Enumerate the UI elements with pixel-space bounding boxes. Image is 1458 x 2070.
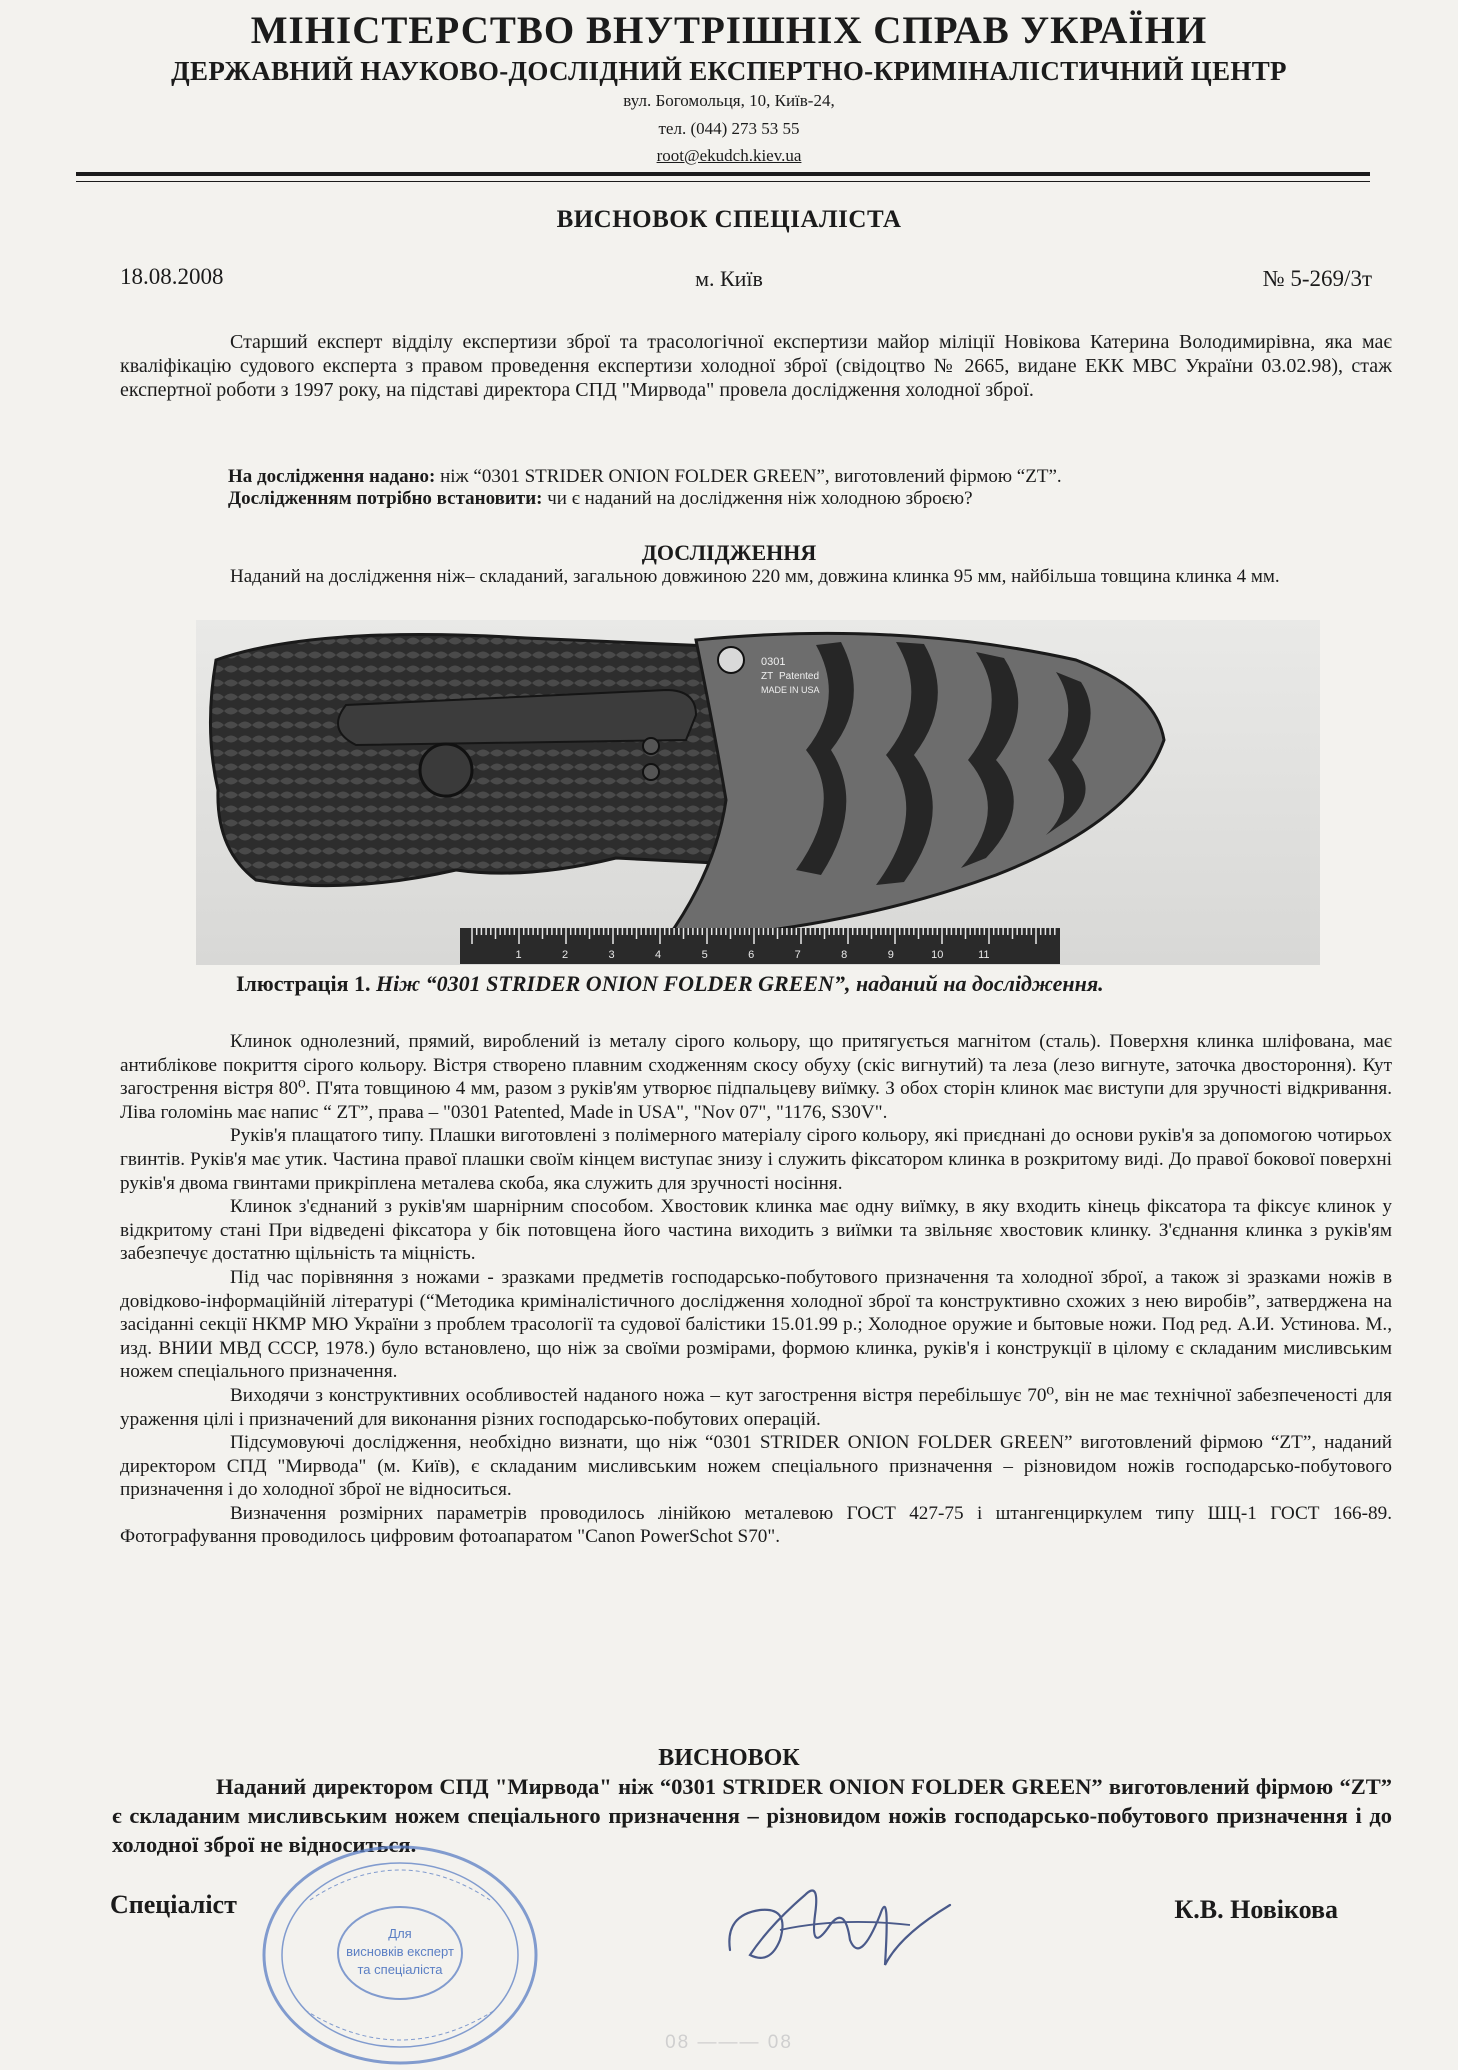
blade-mark-patented: Patented — [779, 671, 820, 682]
ruler-number: 11 — [978, 949, 990, 961]
document-city: м. Київ — [695, 266, 763, 291]
paragraph-comparison: Під час порівняння з ножами - зразками предметів господарсько-побутового призначення та холодної зброї, а також зі зразками ножів в довідково-інформаційній літературі (“Методика криміналістичного дослідження холодної зброї та конструктивно схожих з нею виробів”, затверджена на засіданні секції НКМР МЮ України з проблем трасології та судової балістики 15.01.99 р.; Холодное оружие и бытовые ножи. Под ред. А.И. Устинова. М., изд. ВНИИ МВД СССР, 1978.) було встановлено, що ніж за своїми розмірами, формою клинка, руків'я і конструкції в цілому є складаним мисливським ножем спеціального призначення. — [120, 1266, 1392, 1383]
ruler-number: 2 — [561, 949, 569, 961]
ruler-number: 7 — [794, 949, 801, 961]
screw-icon — [643, 738, 659, 754]
screw-icon — [643, 764, 659, 780]
question-text: чи є наданий на дослідження ніж холодною зброєю? — [542, 488, 973, 509]
signature-label: Спеціаліст — [110, 1890, 237, 1919]
ruler-number: 6 — [748, 949, 755, 961]
paragraph-blade: Клинок однолезний, прямий, вироблений із металу сірого кольору, що притягується магнітом (сталь). Поверхня клинка шліфована, має антиблікове покриття сірого кольору. Вістря створено плавним сходженням скосу обуху (скіс вигнутий) та леза (лезо вигнуте, заточка двостороння). Кут загострення вістря 80⁰. П'ята товщиною 4 мм, разом з руків'ям утворює підпальцеву виїмку. З обох сторін клинок має виступи для зручності відкривання. Ліва голомінь має напис “ ZT”, права – "0301 Patented, Made in USA", "Nov 07", "1176, S30V". — [120, 1031, 1392, 1123]
conclusion-heading: ВИСНОВОК — [658, 1745, 800, 1771]
address-line: вул. Богомольця, 10, Київ-24, — [623, 91, 835, 110]
given-label: На дослідження надано: — [228, 466, 436, 487]
email-link[interactable]: root@ekudch.kiev.ua — [656, 146, 802, 165]
measuring-ruler — [460, 928, 1060, 964]
study-paragraph: Наданий на дослідження ніж– складаний, загальною довжиною 220 мм, довжина клинка 95 мм, найбільша товщина клинка 4 мм. — [230, 566, 1280, 587]
thumb-stud-icon — [718, 647, 744, 673]
ruler-number: 5 — [701, 949, 708, 961]
page-number: 08 ——— 08 — [665, 2032, 793, 2053]
caption-label: Ілюстрація 1. — [236, 971, 376, 996]
blade-mark-model: 0301 — [761, 656, 786, 668]
header-rule-thin — [76, 181, 1370, 182]
ministry-heading: МІНІСТЕРСТВО ВНУТРІШНІХ СПРАВ УКРАЇНИ — [250, 9, 1208, 52]
ruler-number: 4 — [655, 949, 662, 961]
phone-line: тел. (044) 273 53 55 — [658, 119, 800, 138]
illustration-caption — [236, 971, 1396, 997]
ruler-number: 1 — [515, 949, 522, 961]
paragraph-summary: Підсумовуючі дослідження, необхідно визнати, що ніж “0301 STRIDER ONION FOLDER GREEN” виготовлений фірмою “ZT”, наданий директором СПД "Мирвода" (м. Київ), є складаним мисливським ножем спеціального призначення – різновидом ножів господарсько-побутового призначення і до холодної зброї не відноситься. — [120, 1432, 1392, 1501]
intro-paragraph: Старший експерт відділу експертизи зброї та трасологічної експертизи майор міліції Новікова Катерина Володимирівна, яка має кваліфікацію судового експерта з правом проведення експертизи холодної зброї (свідоцтво № 2665, видане ЕКК МВС України 03.02.98), стаж експертної роботи з 1997 року, на підставі директора СПД "Мирвода" провела дослідження холодної зброї. — [120, 331, 1392, 401]
ruler-number: 3 — [608, 949, 615, 961]
document-number: № 5-269/3т — [1262, 266, 1372, 291]
blade-mark-brand: ZT — [761, 671, 774, 682]
question-label: Дослідженням потрібно встановити: — [228, 488, 543, 509]
paragraph-joint: Клинок з'єднаний з руків'ям шарнірним способом. Хвостовик клинка має одну виїмку, в яку входить кінець фіксатора та фіксує клинок у відкритому стані При відведені фіксатора у бік потовщена його частина виходить з виїмки та звільняє хвостовик клинку. З'єднання клинка з руків'ям забезпечує достатню щільність та міцність. — [120, 1196, 1392, 1265]
given-text: ніж “0301 STRIDER ONION FOLDER GREEN”, виготовлений фірмою “ZT”. — [435, 466, 1062, 487]
handwritten-signature — [710, 1855, 970, 1995]
stamp-line-3: та спеціаліста — [357, 1962, 443, 1977]
conclusion-text: Наданий директором СПД "Мирвода" ніж “0301 STRIDER ONION FOLDER GREEN” виготовлений фірмою “ZT” є складаним мисливським ножем спеціального призначення – різновидом ножів господарсько-побутового призначення і до холодної зброї не відноситься. — [112, 1774, 1392, 1857]
center-heading: ДЕРЖАВНИЙ НАУКОВО-ДОСЛІДНИЙ ЕКСПЕРТНО-КРИМІНАЛІСТИЧНИЙ ЦЕНТР — [171, 56, 1287, 86]
ruler-number: 8 — [841, 949, 848, 961]
study-body — [120, 1030, 1392, 1549]
document-title: ВИСНОВОК СПЕЦІАЛІСТА — [556, 206, 902, 233]
ruler-number: 9 — [887, 949, 894, 961]
pivot-screw-icon — [420, 744, 472, 796]
specialist-name: К.В. Новікова — [1174, 1895, 1338, 1924]
ruler-number: 10 — [931, 949, 944, 961]
study-heading: ДОСЛІДЖЕННЯ — [641, 540, 817, 565]
blade-mark-origin: MADE IN USA — [761, 685, 820, 695]
header-rule-thick — [76, 172, 1370, 176]
caption-text: Ніж “0301 STRIDER ONION FOLDER GREEN”, наданий на дослідження. — [375, 971, 1104, 996]
paragraph-handle: Руків'я плащатого типу. Плашки виготовлені з полімерного матеріалу сірого кольору, які приєднані до основи руків'я за допомогою чотирьох гвинтів. Руків'я має утик. Частина правої плашки своїм кінцем виступає знизу і служить фіксатором клинка в розкритому виді. До правої бокової поверхні руків'я двома гвинтами прикріплена металева скоба, яка служить для зручності носіння. — [120, 1125, 1392, 1194]
paragraph-methods: Визначення розмірних параметрів проводилось лінійкою металевою ГОСТ 427-75 і штангенциркулем типу ШЦ-1 ГОСТ 166-89. Фотографування проводилось цифровим фотоапаратом "Canon PowerSchot S70". — [120, 1502, 1392, 1548]
task-block — [228, 466, 1388, 510]
knife-photo — [196, 620, 1320, 965]
paragraph-analysis: Виходячи з конструктивних особливостей наданого ножа – кут загострення вістря перебільшує 70⁰, він не має технічної забезпеченості для ураження цілі і призначений для виконання різних господарсько-побутових операцій. — [120, 1384, 1392, 1430]
document-date: 18.08.2008 — [120, 264, 224, 289]
stamp-line-1: Для — [388, 1926, 412, 1941]
stamp-line-2: висновків експерт — [346, 1944, 454, 1959]
